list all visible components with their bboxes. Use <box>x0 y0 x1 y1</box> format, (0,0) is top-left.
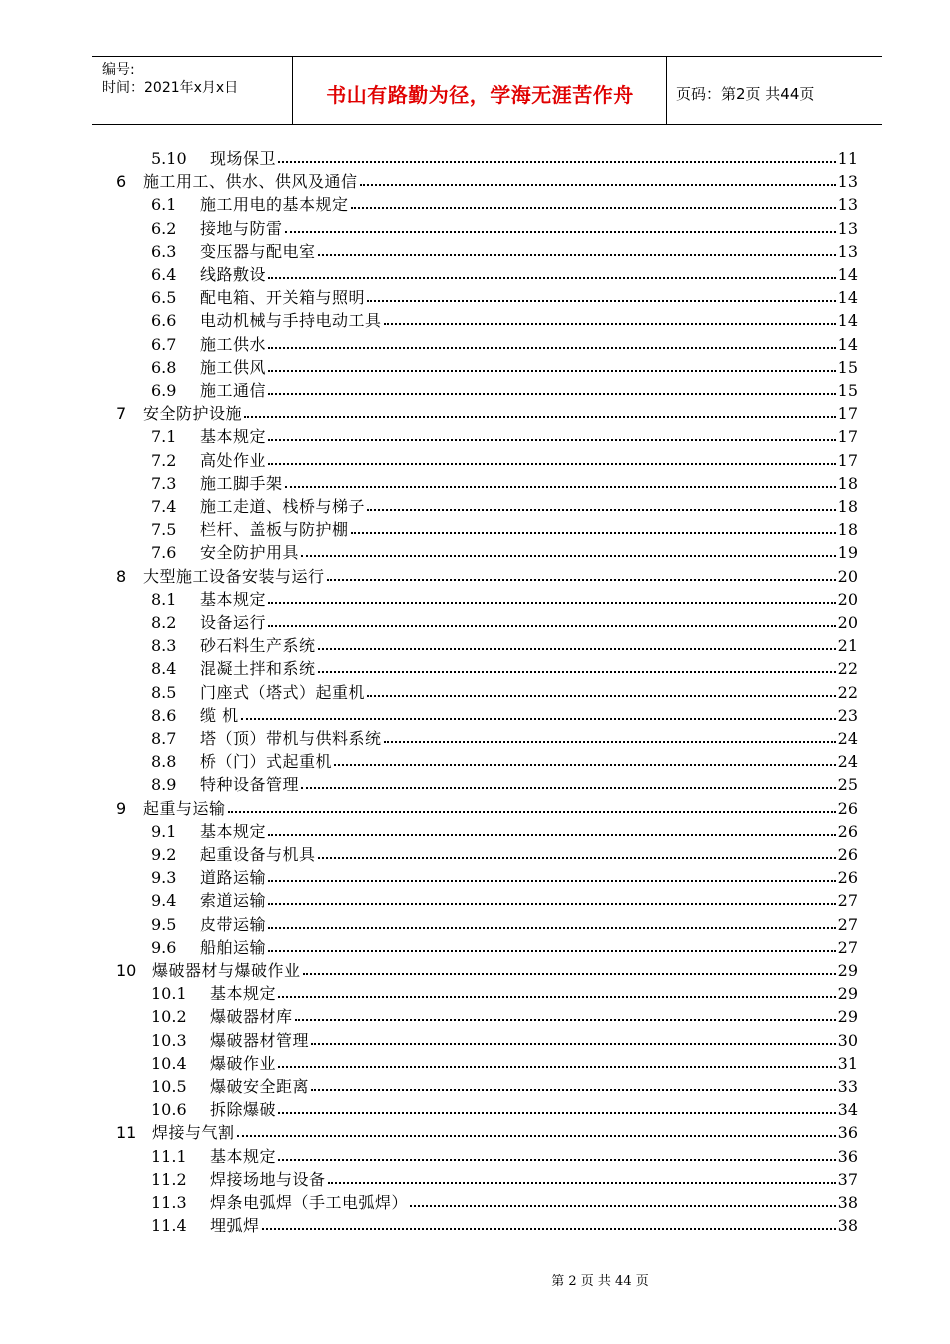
toc-entry-page: 18 <box>837 520 858 540</box>
toc-entry-title: 线路敷设 <box>200 265 267 284</box>
toc-dot-leader <box>268 347 836 349</box>
toc-entry-number: 6.2 <box>151 218 177 238</box>
toc-entry[interactable] <box>0 217 950 240</box>
toc-entry-title: 爆破器材管理 <box>210 1030 310 1050</box>
toc-entry-page: 20 <box>837 613 858 632</box>
toc-entry[interactable] <box>0 193 950 216</box>
toc-entry[interactable] <box>0 147 950 170</box>
toc-entry-page: 22 <box>837 682 858 702</box>
toc-entry[interactable] <box>0 379 950 402</box>
toc-entry-title: 混凝土拌和系统 <box>200 659 316 679</box>
toc-entry-title: 施工供水 <box>200 334 267 354</box>
toc-dot-leader <box>311 1043 836 1045</box>
toc-entry-title: 现场保卫 <box>210 149 277 168</box>
toc-dot-leader <box>384 741 836 743</box>
toc-entry[interactable] <box>0 1029 950 1052</box>
toc-entry-page: 33 <box>837 1077 858 1096</box>
toc-entry-page: 14 <box>837 311 858 331</box>
toc-entry-title: 基本规定 <box>200 821 267 841</box>
toc-entry-number: 10.4 <box>151 1053 187 1073</box>
header-divider <box>666 57 667 124</box>
toc-entry[interactable] <box>0 889 950 912</box>
toc-entry-title: 焊条电弧焊（手工电弧焊） <box>210 1193 409 1212</box>
toc-entry-number: 10.6 <box>151 1100 187 1120</box>
toc-entry-number: 9 <box>116 798 127 818</box>
toc-entry-title: 起重设备与机具 <box>200 845 316 864</box>
toc-entry-page: 29 <box>837 984 858 1004</box>
toc-entry-page: 29 <box>837 1007 858 1027</box>
toc-entry-title: 施工通信 <box>200 381 267 400</box>
toc-entry-title: 爆破安全距离 <box>210 1077 310 1096</box>
toc-entry-title: 拆除爆破 <box>210 1100 277 1120</box>
toc-dot-leader <box>351 207 836 209</box>
toc-entry[interactable] <box>0 565 950 588</box>
toc-entry-title: 基本规定 <box>210 1146 277 1166</box>
toc-dot-leader <box>301 787 836 789</box>
toc-entry-number: 9.5 <box>151 914 177 934</box>
toc-entry-number: 7.4 <box>151 497 177 516</box>
toc-dot-leader <box>244 416 836 418</box>
code-label: 编号: <box>102 62 135 78</box>
toc-entry[interactable] <box>0 611 950 634</box>
toc-entry-page: 22 <box>837 659 858 679</box>
toc-entry-number: 10.3 <box>151 1030 187 1050</box>
toc-entry[interactable] <box>0 866 950 889</box>
toc-entry-number: 10.1 <box>151 984 187 1004</box>
toc-entry-title: 基本规定 <box>210 984 277 1004</box>
toc-entry-title: 电动机械与手持电动工具 <box>200 311 382 331</box>
toc-entry-number: 5.10 <box>151 149 187 168</box>
toc-dot-leader <box>268 439 836 441</box>
toc-entry-number: 8.7 <box>151 729 177 748</box>
header-page-label: 页码：第2页 共44页 <box>676 85 815 103</box>
toc-entry-number: 6 <box>116 172 127 192</box>
header-divider <box>292 57 293 124</box>
toc-entry-number: 8.2 <box>151 613 177 632</box>
toc-entry-title: 缆 机 <box>200 705 239 725</box>
toc-entry-title: 变压器与配电室 <box>200 241 316 261</box>
toc-entry-title: 起重与运输 <box>143 798 226 818</box>
toc-dot-leader <box>262 1228 836 1230</box>
toc-entry[interactable] <box>0 982 950 1005</box>
toc-entry-page: 31 <box>837 1053 858 1073</box>
toc-entry[interactable] <box>0 588 950 611</box>
toc-entry-number: 7 <box>116 404 127 424</box>
toc-entry-page: 11 <box>837 149 858 168</box>
toc-dot-leader <box>268 370 836 372</box>
toc-dot-leader <box>268 880 836 882</box>
toc-dot-leader <box>367 509 836 511</box>
toc-entry-title: 配电箱、开关箱与照明 <box>200 288 366 308</box>
toc-entry-page: 25 <box>837 775 858 795</box>
toc-entry[interactable] <box>0 1005 950 1028</box>
toc-entry-title: 接地与防雷 <box>200 218 283 238</box>
toc-dot-leader <box>285 486 836 488</box>
toc-entry-title: 施工用电的基本规定 <box>200 195 349 215</box>
toc-entry[interactable] <box>0 518 950 541</box>
toc-dot-leader <box>334 764 836 766</box>
toc-dot-leader <box>278 161 836 163</box>
toc-entry[interactable] <box>0 309 950 332</box>
toc-dot-leader <box>318 648 836 650</box>
toc-entry[interactable] <box>0 541 950 564</box>
toc-dot-leader <box>268 625 836 627</box>
toc-entry-number: 8.9 <box>151 775 177 795</box>
toc-entry-page: 36 <box>837 1146 858 1166</box>
toc-entry-title: 塔（顶）带机与供料系统 <box>200 729 382 748</box>
toc-entry[interactable] <box>0 936 950 959</box>
toc-entry-page: 27 <box>837 914 858 934</box>
toc-entry-title: 爆破器材库 <box>210 1007 293 1027</box>
toc-entry-page: 17 <box>837 427 858 447</box>
toc-entry-page: 20 <box>837 589 858 609</box>
toc-entry-number: 11.1 <box>151 1146 187 1166</box>
toc-entry-page: 26 <box>837 798 858 818</box>
toc-entry-page: 18 <box>837 497 858 516</box>
toc-entry-number: 8.1 <box>151 589 177 609</box>
toc-entry-number: 8.8 <box>151 752 177 772</box>
toc-entry-number: 9.1 <box>151 821 177 841</box>
toc-entry[interactable] <box>0 333 950 356</box>
toc-dot-leader <box>268 602 836 604</box>
toc-entry[interactable] <box>0 240 950 263</box>
toc-entry[interactable] <box>0 1052 950 1075</box>
toc-entry-number: 8 <box>116 566 127 586</box>
toc-entry-page: 26 <box>837 845 858 864</box>
toc-entry-page: 37 <box>837 1169 858 1189</box>
toc-entry-page: 20 <box>837 566 858 586</box>
toc-entry[interactable] <box>0 495 950 518</box>
toc-entry[interactable] <box>0 1168 950 1191</box>
toc-entry[interactable] <box>0 356 950 379</box>
toc-dot-leader <box>268 393 836 395</box>
toc-dot-leader <box>285 231 836 233</box>
toc-dot-leader <box>241 718 836 720</box>
toc-entry[interactable] <box>0 1075 950 1098</box>
toc-entry-number: 11.2 <box>151 1169 187 1189</box>
toc-entry-page: 24 <box>837 729 858 748</box>
toc-entry-number: 10 <box>116 961 137 980</box>
toc-dot-leader <box>268 277 836 279</box>
toc-entry[interactable] <box>0 1191 950 1214</box>
toc-entry-title: 桥（门）式起重机 <box>200 752 333 772</box>
toc-entry-page: 17 <box>837 450 858 470</box>
toc-dot-leader <box>367 300 836 302</box>
toc-entry-number: 6.9 <box>151 381 177 400</box>
time-label: 时间：2021年x月x日 <box>102 80 239 96</box>
toc-entry-number: 8.5 <box>151 682 177 702</box>
toc-entry[interactable] <box>0 913 950 936</box>
toc-entry[interactable] <box>0 843 950 866</box>
toc-entry-number: 8.6 <box>151 705 177 725</box>
toc-entry-title: 施工走道、栈桥与梯子 <box>200 497 366 516</box>
toc-entry-title: 门座式（塔式）起重机 <box>200 682 366 702</box>
toc-entry-title: 索道运输 <box>200 891 267 911</box>
toc-entry-page: 13 <box>837 241 858 261</box>
toc-dot-leader <box>384 323 836 325</box>
toc-entry[interactable] <box>0 773 950 796</box>
toc-entry-page: 26 <box>837 868 858 888</box>
toc-dot-leader <box>351 532 836 534</box>
toc-entry[interactable] <box>0 263 950 286</box>
toc-entry-page: 14 <box>837 265 858 284</box>
toc-entry-title: 埋弧焊 <box>210 1216 260 1236</box>
toc-dot-leader <box>410 1205 836 1207</box>
toc-entry-page: 34 <box>837 1100 858 1120</box>
toc-dot-leader <box>278 996 836 998</box>
toc-dot-leader <box>367 695 836 697</box>
toc-entry-page: 17 <box>837 404 858 424</box>
toc-entry-title: 焊接场地与设备 <box>210 1169 326 1189</box>
toc-entry-number: 6.1 <box>151 195 177 215</box>
toc-entry[interactable] <box>0 1098 950 1121</box>
toc-entry-number: 10.2 <box>151 1007 187 1027</box>
toc-dot-leader <box>268 903 836 905</box>
toc-entry[interactable] <box>0 797 950 820</box>
toc-entry[interactable] <box>0 727 950 750</box>
toc-entry-page: 14 <box>837 334 858 354</box>
toc-entry-page: 29 <box>837 961 858 980</box>
toc-dot-leader <box>268 950 836 952</box>
toc-entry-number: 11 <box>116 1123 137 1143</box>
toc-entry-title: 船舶运输 <box>200 937 267 957</box>
toc-dot-leader <box>303 973 836 975</box>
toc-dot-leader <box>328 1182 836 1184</box>
toc-entry-title: 砂石料生产系统 <box>200 636 316 656</box>
toc-entry-number: 8.3 <box>151 636 177 656</box>
toc-entry-number: 6.7 <box>151 334 177 354</box>
toc-entry-page: 18 <box>837 473 858 493</box>
toc-dot-leader <box>327 579 836 581</box>
toc-entry-number: 9.3 <box>151 868 177 888</box>
toc-dot-leader <box>278 1112 836 1114</box>
toc-dot-leader <box>278 1066 836 1068</box>
toc-entry-title: 施工脚手架 <box>200 473 283 493</box>
toc-entry-page: 13 <box>837 172 858 192</box>
toc-entry-title: 栏杆、盖板与防护棚 <box>200 520 349 540</box>
toc-entry-page: 38 <box>837 1193 858 1212</box>
toc-entry-title: 爆破作业 <box>210 1053 277 1073</box>
toc-entry-page: 38 <box>837 1216 858 1236</box>
toc-entry-number: 7.6 <box>151 543 177 563</box>
toc-entry[interactable] <box>0 170 950 193</box>
toc-entry[interactable] <box>0 449 950 472</box>
toc-entry-number: 10.5 <box>151 1077 187 1096</box>
toc-entry-number: 7.2 <box>151 450 177 470</box>
toc-entry-number: 6.8 <box>151 357 177 377</box>
toc-entry-page: 14 <box>837 288 858 308</box>
toc-entry-page: 30 <box>837 1030 858 1050</box>
toc-dot-leader <box>268 927 836 929</box>
toc-entry-number: 9.4 <box>151 891 177 911</box>
toc-entry[interactable] <box>0 1214 950 1237</box>
toc-entry-page: 27 <box>837 891 858 911</box>
toc-entry[interactable] <box>0 425 950 448</box>
toc-entry-page: 19 <box>837 543 858 563</box>
toc-entry[interactable] <box>0 959 950 982</box>
toc-entry-title: 高处作业 <box>200 450 267 470</box>
toc-entry[interactable] <box>0 472 950 495</box>
toc-entry-number: 7.1 <box>151 427 177 447</box>
toc-entry-page: 13 <box>837 195 858 215</box>
toc-entry-title: 皮带运输 <box>200 914 267 934</box>
toc-entry-title: 基本规定 <box>200 427 267 447</box>
toc-entry-title: 安全防护用具 <box>200 543 300 563</box>
toc-entry-title: 焊接与气割 <box>152 1123 235 1143</box>
toc-entry-number: 6.6 <box>151 311 177 331</box>
toc-dot-leader <box>237 1135 836 1137</box>
toc-entry-number: 6.5 <box>151 288 177 308</box>
toc-dot-leader <box>311 1089 836 1091</box>
toc-entry-page: 13 <box>837 218 858 238</box>
toc-entry[interactable] <box>0 657 950 680</box>
toc-entry-title: 大型施工设备安装与运行 <box>143 566 325 586</box>
toc-entry-number: 8.4 <box>151 659 177 679</box>
toc-entry-page: 15 <box>837 357 858 377</box>
toc-entry-page: 27 <box>837 937 858 957</box>
toc-entry[interactable] <box>0 1121 950 1144</box>
toc-entry-number: 9.2 <box>151 845 177 864</box>
toc-entry[interactable] <box>0 402 950 425</box>
toc-entry[interactable] <box>0 704 950 727</box>
toc-entry[interactable] <box>0 750 950 773</box>
toc-dot-leader <box>268 463 836 465</box>
header-motto: 书山有路勤为径，学海无涯苦作舟 <box>326 83 634 107</box>
toc-dot-leader <box>318 671 836 673</box>
toc-entry-title: 特种设备管理 <box>200 775 300 795</box>
toc-entry-number: 6.3 <box>151 241 177 261</box>
toc-entry-page: 15 <box>837 381 858 400</box>
toc-entry-title: 爆破器材与爆破作业 <box>152 961 301 980</box>
toc-entry-title: 道路运输 <box>200 868 267 888</box>
toc-entry-number: 11.4 <box>151 1216 187 1236</box>
toc-entry-title: 施工用工、供水、供风及通信 <box>143 172 358 192</box>
header-meta <box>102 61 238 97</box>
toc-entry-number: 7.5 <box>151 520 177 540</box>
toc-entry-page: 23 <box>837 705 858 725</box>
toc-dot-leader <box>318 857 836 859</box>
toc-dot-leader <box>360 184 836 186</box>
toc-entry-title: 安全防护设施 <box>143 404 243 424</box>
toc-entry-number: 6.4 <box>151 265 177 284</box>
toc-dot-leader <box>318 254 836 256</box>
toc-entry-title: 施工供风 <box>200 357 267 377</box>
toc-dot-leader <box>301 555 836 557</box>
toc-entry-page: 26 <box>837 821 858 841</box>
page-header <box>92 56 882 125</box>
toc-entry-title: 设备运行 <box>200 613 267 632</box>
toc-entry-title: 基本规定 <box>200 589 267 609</box>
toc-entry[interactable] <box>0 1145 950 1168</box>
toc-entry[interactable] <box>0 634 950 657</box>
toc-entry-number: 11.3 <box>151 1193 187 1212</box>
toc-dot-leader <box>295 1019 836 1021</box>
toc-entry-page: 36 <box>837 1123 858 1143</box>
toc-entry[interactable] <box>0 286 950 309</box>
toc-entry-number: 7.3 <box>151 473 177 493</box>
toc-entry-page: 21 <box>837 636 858 656</box>
toc-dot-leader <box>268 834 836 836</box>
toc-entry-page: 24 <box>837 752 858 772</box>
toc-entry[interactable] <box>0 820 950 843</box>
toc-dot-leader <box>228 811 836 813</box>
toc-dot-leader <box>278 1159 836 1161</box>
toc-entry-number: 9.6 <box>151 937 177 957</box>
page-footer: 第 2 页 共 44 页 <box>551 1274 649 1289</box>
toc-entry[interactable] <box>0 681 950 704</box>
